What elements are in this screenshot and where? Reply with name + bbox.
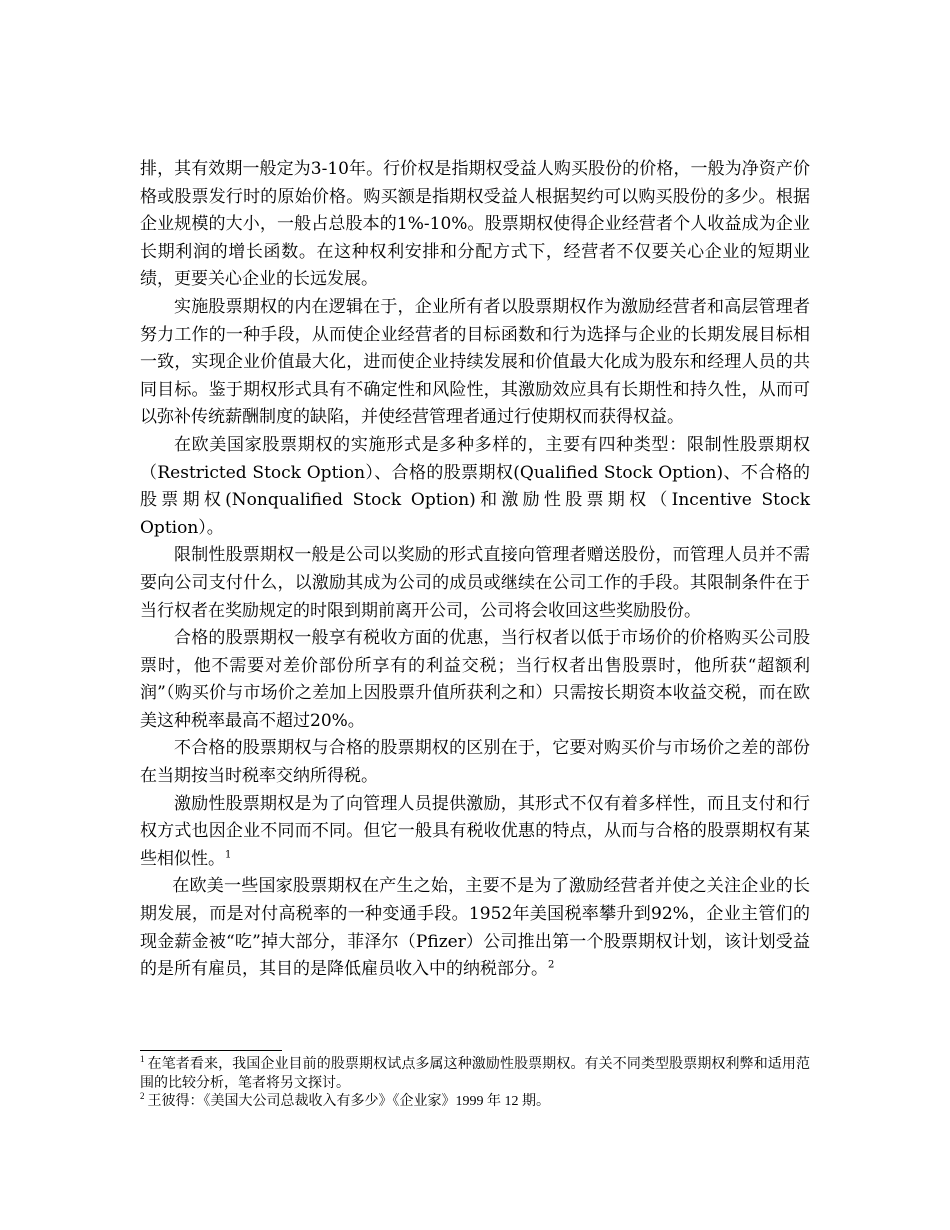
paragraph-continuation <box>140 156 810 294</box>
footnote-reference[interactable]: 2 <box>548 959 555 971</box>
footnote-mark: 2 <box>140 1091 145 1102</box>
paragraph-text: 实施股票期权的内在逻辑在于，企业所有者以股票期权作为激励经营者和高层管理者努力工作的一种手段，从而使企业经营者的目标函数和行为选择与企业的长期发展目标相一致，实现企业价值最大化，进而使企业持续发展和价值最大化成为股东和经理人员的共同目标。鉴于期权形式具有不确定性和风险性，其激励效应具有长期性和持久性，从而可以弥补传统薪酬制度的缺陷，并使经营管理者通过行使期权而获得权益。 <box>140 296 810 428</box>
paragraph <box>140 294 810 432</box>
paragraph-text: 排，其有效期一般定为3-10年。行价权是指期权受益人购买股份的价格，一般为净资产价格或股票发行时的原始价格。购买额是指期权受益人根据契约可以购买股份的多少。根据企业规模的大小，一般占总股本的1%-10%。股票期权使得企业经营者个人收益成为企业长期利润的增长函数。在这种权利安排和分配方式下，经营者不仅要关心企业的短期业绩，更要关心企业的长远发展。 <box>140 159 810 290</box>
footnote-reference[interactable]: 1 <box>225 849 232 861</box>
paragraph <box>140 791 810 874</box>
footnote-text: 王彼得：《美国大公司总裁收入有多少》《企业家》1999 年 12 期。 <box>147 1094 550 1109</box>
paragraph-text: 在欧美一些国家股票期权在产生之始，主要不是为了激励经营者并使之关注企业的长期发展，而是对付高税率的一种变通手段。1952年美国税率攀升到92%，企业主管们的现金薪金被“吃”掉大部分，菲泽尔（Pfizer）公司推出第一个股票期权计划，该计划受益的是所有雇员，其目的是降低雇员收入中的纳税部分。 <box>140 876 810 980</box>
paragraph <box>140 873 810 983</box>
paragraph-text: 在欧美国家股票期权的实施形式是多种多样的，主要有四种类型：限制性股票期权（Restricted Stock Option）、合格的股票期权(Qualified Stock Option)、不合格的股票期权(Nonqualified Stock Option)和激励性股票期权（Incentive Stock Option）。 <box>140 434 810 538</box>
footnote <box>140 1056 810 1093</box>
paragraph-text: 限制性股票期权一般是公司以奖励的形式直接向管理者赠送股份，而管理人员并不需要向公司支付什么，以激励其成为公司的成员或继续在公司工作的手段。其限制条件在于当行权者在奖励规定的时限到期前离开公司，公司将会收回这些奖励股份。 <box>140 545 810 621</box>
body-text <box>140 156 810 984</box>
paragraph-text: 不合格的股票期权与合格的股票期权的区别在于，它要对购买价与市场价之差的部份在当期按当时税率交纳所得税。 <box>140 738 810 787</box>
paragraph <box>140 432 810 542</box>
footnote-mark: 1 <box>140 1054 145 1065</box>
footnote-separator <box>140 1050 282 1051</box>
paragraph <box>140 542 810 625</box>
paragraph <box>140 625 810 735</box>
paragraph <box>140 735 810 790</box>
paragraph-text: 激励性股票期权是为了向管理人员提供激励，其形式不仅有着多样性，而且支付和行权方式也因企业不同而不同。但它一般具有税收优惠的特点，从而与合格的股票期权有某些相似性。 <box>140 793 810 869</box>
footnote <box>140 1093 810 1112</box>
paragraph-text: 合格的股票期权一般享有税收方面的优惠，当行权者以低于市场价的价格购买公司股票时，他不需要对差价部份所享有的利益交税；当行权者出售股票时，他所获“超额利润”（购买价与市场价之差加上因股票升值所获利之和）只需按长期资本收益交税，而在欧美这种税率最高不超过20%。 <box>140 628 810 731</box>
footnotes <box>140 1056 810 1112</box>
footnote-text: 在笔者看来，我国企业目前的股票期权试点多属这种激励性股票期权。有关不同类型股票期权利弊和适用范围的比较分析，笔者将另文探讨。 <box>140 1057 810 1091</box>
